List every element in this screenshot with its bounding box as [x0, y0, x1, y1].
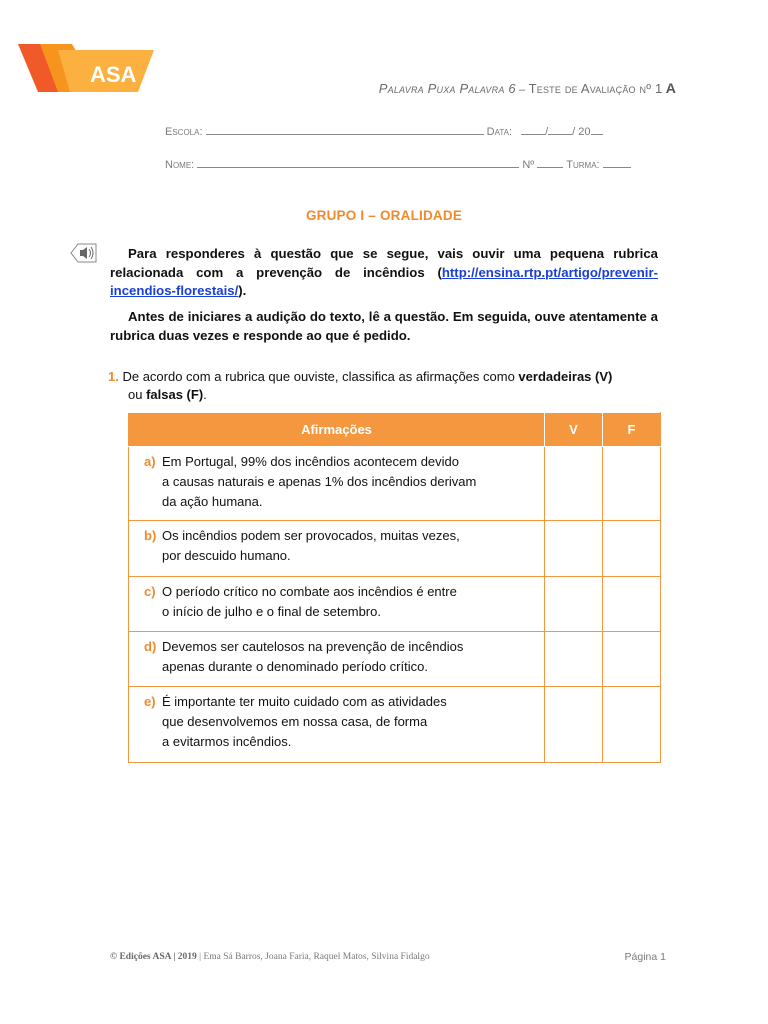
statement-line: por descuido humano. — [162, 548, 291, 563]
table-row — [129, 687, 661, 763]
statement-b — [129, 521, 545, 577]
false-cell[interactable] — [603, 521, 661, 577]
test-label: Teste de Avaliação nº 1 — [528, 81, 663, 96]
document-title — [379, 80, 676, 96]
date-slash-2: / — [572, 126, 576, 138]
statement-letter: c) — [144, 584, 156, 599]
statement-line: apenas durante o denominado período crítico. — [162, 659, 428, 674]
question-text-b: ou — [128, 387, 147, 402]
intro-text-1: Para responderes à questão que se segue, vais ouvir uma pequena rubrica relacionada com a prevenção de incêndios ( — [110, 246, 658, 280]
group-title: GRUPO I – ORALIDADE — [305, 208, 463, 223]
statement-c — [129, 577, 545, 632]
asa-logo — [18, 42, 154, 94]
table-header-row — [129, 413, 661, 447]
number-label: Nº — [522, 159, 535, 171]
statement-line: o início de julho e o final de setembro. — [162, 604, 381, 619]
intro-text-1-end: ). — [238, 283, 247, 298]
date-day-field[interactable] — [521, 124, 545, 135]
number-field[interactable] — [537, 157, 563, 168]
footer-credits — [110, 952, 430, 962]
page-number: Página 1 — [624, 951, 666, 963]
table-row — [129, 521, 661, 577]
date-label: Data: — [486, 126, 513, 138]
statement-letter: d) — [144, 639, 157, 654]
question-text-c: . — [203, 387, 207, 402]
statement-d — [129, 632, 545, 687]
rtp-link[interactable]: http://ensina.rtp.pt/artigo/prevenir-incendios-florestais/ — [110, 264, 658, 298]
intro-paragraph-1 — [110, 245, 658, 301]
statement-a — [129, 447, 545, 521]
statement-line: Em Portugal, 99% dos incêndios acontecem devido — [162, 454, 460, 469]
true-cell[interactable] — [545, 577, 603, 632]
true-label: verdadeiras (V) — [518, 369, 613, 384]
statement-line: da ação humana. — [162, 494, 263, 509]
table-row — [129, 632, 661, 687]
header-statements: Afirmações — [129, 413, 545, 447]
title-separator: – — [519, 84, 526, 96]
question-number: 1. — [108, 369, 119, 384]
statement-letter: a) — [144, 454, 156, 469]
statement-line: É importante ter muito cuidado com as atividades — [162, 694, 447, 709]
intro-paragraph-2: Antes de iniciares a audição do texto, lê a questão. Em seguida, ouve atentamente a rubrica duas vezes e responde ao que é pedido. — [110, 309, 658, 343]
statement-letter: b) — [144, 528, 157, 543]
table-row — [129, 447, 661, 521]
false-cell[interactable] — [603, 687, 661, 763]
footer-authors: | Ema Sá Barros, Joana Faria, Raquel Matos, Silvina Fidalgo — [199, 952, 430, 962]
name-label: Nome: — [165, 159, 195, 171]
school-field[interactable] — [206, 124, 484, 135]
statement-line: a evitarmos incêndios. — [162, 734, 292, 749]
class-field[interactable] — [603, 157, 631, 168]
false-label: falsas (F) — [146, 387, 204, 402]
date-year-prefix: 20 — [578, 126, 591, 138]
statement-line: Os incêndios podem ser provocados, muitas vezes, — [162, 528, 460, 543]
question-line-2 — [108, 386, 668, 404]
false-cell[interactable] — [603, 632, 661, 687]
false-cell[interactable] — [603, 447, 661, 521]
logo-text: ASA — [90, 62, 137, 87]
school-label: Escola: — [165, 126, 203, 138]
date-slash-1: / — [545, 126, 549, 138]
table-row — [129, 577, 661, 632]
date-month-field[interactable] — [548, 124, 572, 135]
series-title: Palavra Puxa Palavra 6 — [378, 81, 516, 96]
date-year-field[interactable] — [591, 124, 603, 135]
test-variant: A — [665, 80, 676, 96]
header-true: V — [545, 413, 603, 447]
statements-table — [128, 412, 661, 763]
true-cell[interactable] — [545, 687, 603, 763]
footer-copyright: © Edições ASA | 2019 — [110, 952, 197, 962]
true-cell[interactable] — [545, 521, 603, 577]
name-field[interactable] — [197, 157, 519, 168]
statement-line: que desenvolvemos em nossa casa, de forma — [162, 714, 428, 729]
true-cell[interactable] — [545, 447, 603, 521]
true-cell[interactable] — [545, 632, 603, 687]
statement-line: a causas naturais e apenas 1% dos incêndios derivam — [162, 474, 477, 489]
statement-letter: e) — [144, 694, 156, 709]
class-label: Turma: — [566, 159, 600, 171]
false-cell[interactable] — [603, 577, 661, 632]
audio-speaker-icon — [68, 240, 98, 266]
question-1 — [108, 368, 668, 404]
statement-e — [129, 687, 545, 763]
statement-line: O período crítico no combate aos incêndios é entre — [162, 584, 457, 599]
header-false: F — [603, 413, 661, 447]
school-date-row — [165, 124, 603, 138]
name-number-row — [165, 157, 631, 171]
question-text-a: De acordo com a rubrica que ouviste, classifica as afirmações como — [122, 369, 519, 384]
statement-line: Devemos ser cautelosos na prevenção de incêndios — [162, 639, 464, 654]
